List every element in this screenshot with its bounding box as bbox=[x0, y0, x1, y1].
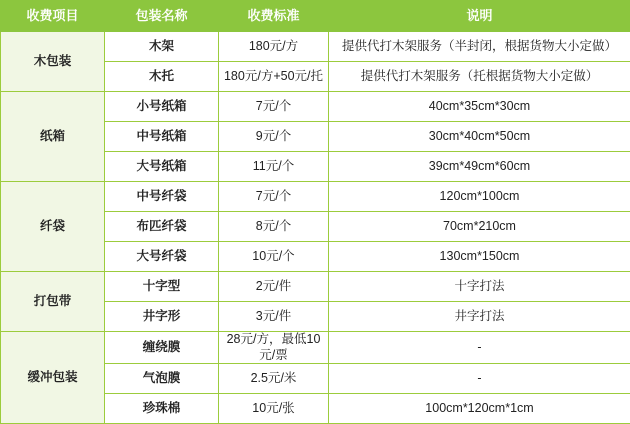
package-name-cell: 井字形 bbox=[105, 302, 219, 332]
package-name-cell: 中号纤袋 bbox=[105, 182, 219, 212]
package-name-cell: 木托 bbox=[105, 62, 219, 92]
table-body bbox=[1, 32, 630, 424]
column-header-description: 说明 bbox=[329, 1, 630, 32]
description-cell: - bbox=[329, 364, 630, 394]
column-header-price: 收费标准 bbox=[219, 1, 329, 32]
description-cell: - bbox=[329, 332, 630, 364]
package-name-cell: 十字型 bbox=[105, 272, 219, 302]
category-cell: 纤袋 bbox=[1, 182, 105, 272]
description-cell: 提供代打木架服务（托根据货物大小定做） bbox=[329, 62, 630, 92]
price-cell: 7元/个 bbox=[219, 182, 329, 212]
table-row bbox=[1, 92, 630, 122]
description-cell: 井字打法 bbox=[329, 302, 630, 332]
table-row bbox=[1, 272, 630, 302]
package-name-cell: 中号纸箱 bbox=[105, 122, 219, 152]
price-cell: 11元/个 bbox=[219, 152, 329, 182]
category-cell: 纸箱 bbox=[1, 92, 105, 182]
table-header-row bbox=[1, 1, 630, 32]
price-cell: 2元/件 bbox=[219, 272, 329, 302]
package-name-cell: 珍珠棉 bbox=[105, 394, 219, 424]
package-name-cell: 布匹纤袋 bbox=[105, 212, 219, 242]
price-cell: 7元/个 bbox=[219, 92, 329, 122]
package-name-cell: 大号纸箱 bbox=[105, 152, 219, 182]
price-cell: 28元/方，最低10元/票 bbox=[219, 332, 329, 364]
column-header-package-name: 包装名称 bbox=[105, 1, 219, 32]
package-name-cell: 气泡膜 bbox=[105, 364, 219, 394]
table-row bbox=[1, 332, 630, 364]
description-cell: 70cm*210cm bbox=[329, 212, 630, 242]
price-cell: 10元/张 bbox=[219, 394, 329, 424]
category-cell: 木包装 bbox=[1, 32, 105, 92]
category-cell: 缓冲包装 bbox=[1, 332, 105, 424]
description-cell: 100cm*120cm*1cm bbox=[329, 394, 630, 424]
price-cell: 3元/件 bbox=[219, 302, 329, 332]
table-row bbox=[1, 32, 630, 62]
category-cell: 打包带 bbox=[1, 272, 105, 332]
price-cell: 9元/个 bbox=[219, 122, 329, 152]
description-cell: 40cm*35cm*30cm bbox=[329, 92, 630, 122]
description-cell: 120cm*100cm bbox=[329, 182, 630, 212]
table-header bbox=[1, 1, 630, 32]
description-cell: 130cm*150cm bbox=[329, 242, 630, 272]
price-cell: 8元/个 bbox=[219, 212, 329, 242]
package-name-cell: 大号纤袋 bbox=[105, 242, 219, 272]
price-cell: 2.5元/米 bbox=[219, 364, 329, 394]
column-header-item: 收费项目 bbox=[1, 1, 105, 32]
package-name-cell: 小号纸箱 bbox=[105, 92, 219, 122]
description-cell: 30cm*40cm*50cm bbox=[329, 122, 630, 152]
price-cell: 10元/个 bbox=[219, 242, 329, 272]
table-row bbox=[1, 182, 630, 212]
price-cell: 180元/方+50元/托 bbox=[219, 62, 329, 92]
description-cell: 39cm*49cm*60cm bbox=[329, 152, 630, 182]
description-cell: 十字打法 bbox=[329, 272, 630, 302]
package-name-cell: 木架 bbox=[105, 32, 219, 62]
package-name-cell: 缠绕膜 bbox=[105, 332, 219, 364]
price-cell: 180元/方 bbox=[219, 32, 329, 62]
description-cell: 提供代打木架服务（半封闭，根据货物大小定做） bbox=[329, 32, 630, 62]
